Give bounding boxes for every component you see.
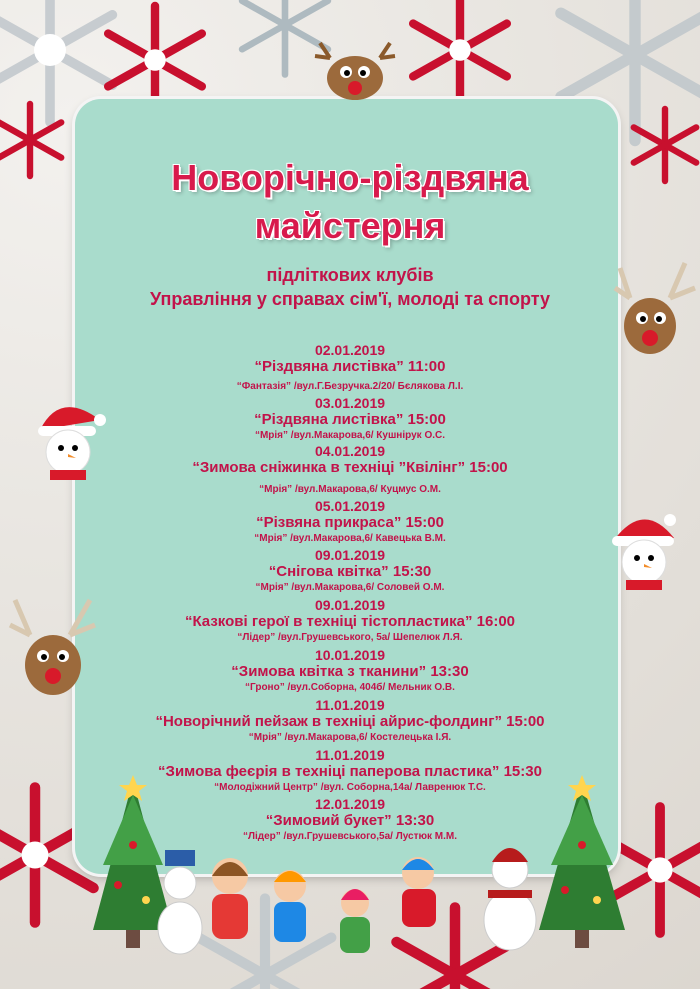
event-item xyxy=(0,547,700,595)
event-name: “Казкові герої в техніці тістопластика” 16:00 xyxy=(184,613,516,630)
event-place: “Мрія” /вул.Макарова,6/ Куцмус О.М. xyxy=(259,484,441,495)
poster-subtitle-line1: підліткових клубів xyxy=(266,265,434,285)
event-name: “Новорічний пейзаж в техніці айрис-фолдинг” 15:00 xyxy=(155,713,545,730)
event-item xyxy=(0,796,700,844)
event-date: 03.01.2019 xyxy=(314,395,386,411)
reindeer-icon xyxy=(300,38,410,100)
event-name: “Різвяна прикраса” 15:00 xyxy=(256,514,444,531)
event-place: “Лідер” /вул.Грушевського, 5а/ Шепелюк Л.Я. xyxy=(237,632,463,643)
event-place: “Мрія” /вул.Макарова,6/ Кавецька В.М. xyxy=(254,533,446,544)
event-place: “Мрія” /вул.Макарова,6/ Костелецька І.Я. xyxy=(248,732,452,743)
event-item xyxy=(0,647,700,695)
event-name: “Зимова сніжинка в техніці ”Квілінг” 15:00 xyxy=(192,459,508,476)
event-item xyxy=(0,697,700,745)
event-name: “Зимова феєрія в техніці паперова пластика” 15:30 xyxy=(158,763,542,780)
snowflake-icon xyxy=(400,0,520,110)
event-item xyxy=(0,747,700,795)
event-item xyxy=(0,597,700,645)
event-place: “Гроно” /вул.Соборна, 404б/ Мельник О.В. xyxy=(245,682,455,693)
event-date: 02.01.2019 xyxy=(314,342,386,358)
event-date: 11.01.2019 xyxy=(315,697,385,713)
event-name: “Снігова квітка” 15:30 xyxy=(268,563,432,580)
event-date: 09.01.2019 xyxy=(314,597,386,613)
event-item xyxy=(0,498,700,546)
event-name: “Різдвяна листівка” 15:00 xyxy=(254,411,446,428)
poster-subtitle-line2: Управління у справах сім'ї, молоді та спорту xyxy=(149,289,551,309)
event-place: “Фантазія” /вул.Г.Безручка.2/20/ Бєлякова Л.І. xyxy=(236,381,464,392)
children-group-illustration xyxy=(150,838,570,958)
event-date: 12.01.2019 xyxy=(314,796,386,812)
event-place: “Лідер” /вул.Грушевського,5а/ Лустюк М.М. xyxy=(242,831,458,842)
event-item xyxy=(0,443,700,497)
event-date: 05.01.2019 xyxy=(314,498,386,514)
event-date: 09.01.2019 xyxy=(314,547,386,563)
event-name: “Зимовий букет” 13:30 xyxy=(265,812,435,829)
event-place: “Мрія” /вул.Макарова,6/ Соловей О.М. xyxy=(255,582,445,593)
event-place: “Молодіжний Центр” /вул. Соборна,14а/ Лавренюк Т.С. xyxy=(214,782,486,793)
event-item xyxy=(0,342,700,394)
event-date: 11.01.2019 xyxy=(315,747,385,763)
poster-title-line2: майстерня xyxy=(254,205,446,246)
event-name: “Різдвяна листівка” 11:00 xyxy=(254,358,446,375)
event-name: “Зимова квітка з тканини” 13:30 xyxy=(231,663,469,680)
poster-title-line1: Новорічно-різдвяна xyxy=(171,157,529,198)
event-item xyxy=(0,395,700,443)
event-date: 10.01.2019 xyxy=(314,647,386,663)
event-place: “Мрія” /вул.Макарова,6/ Кушнірук О.С. xyxy=(254,430,446,441)
event-date: 04.01.2019 xyxy=(314,443,386,459)
